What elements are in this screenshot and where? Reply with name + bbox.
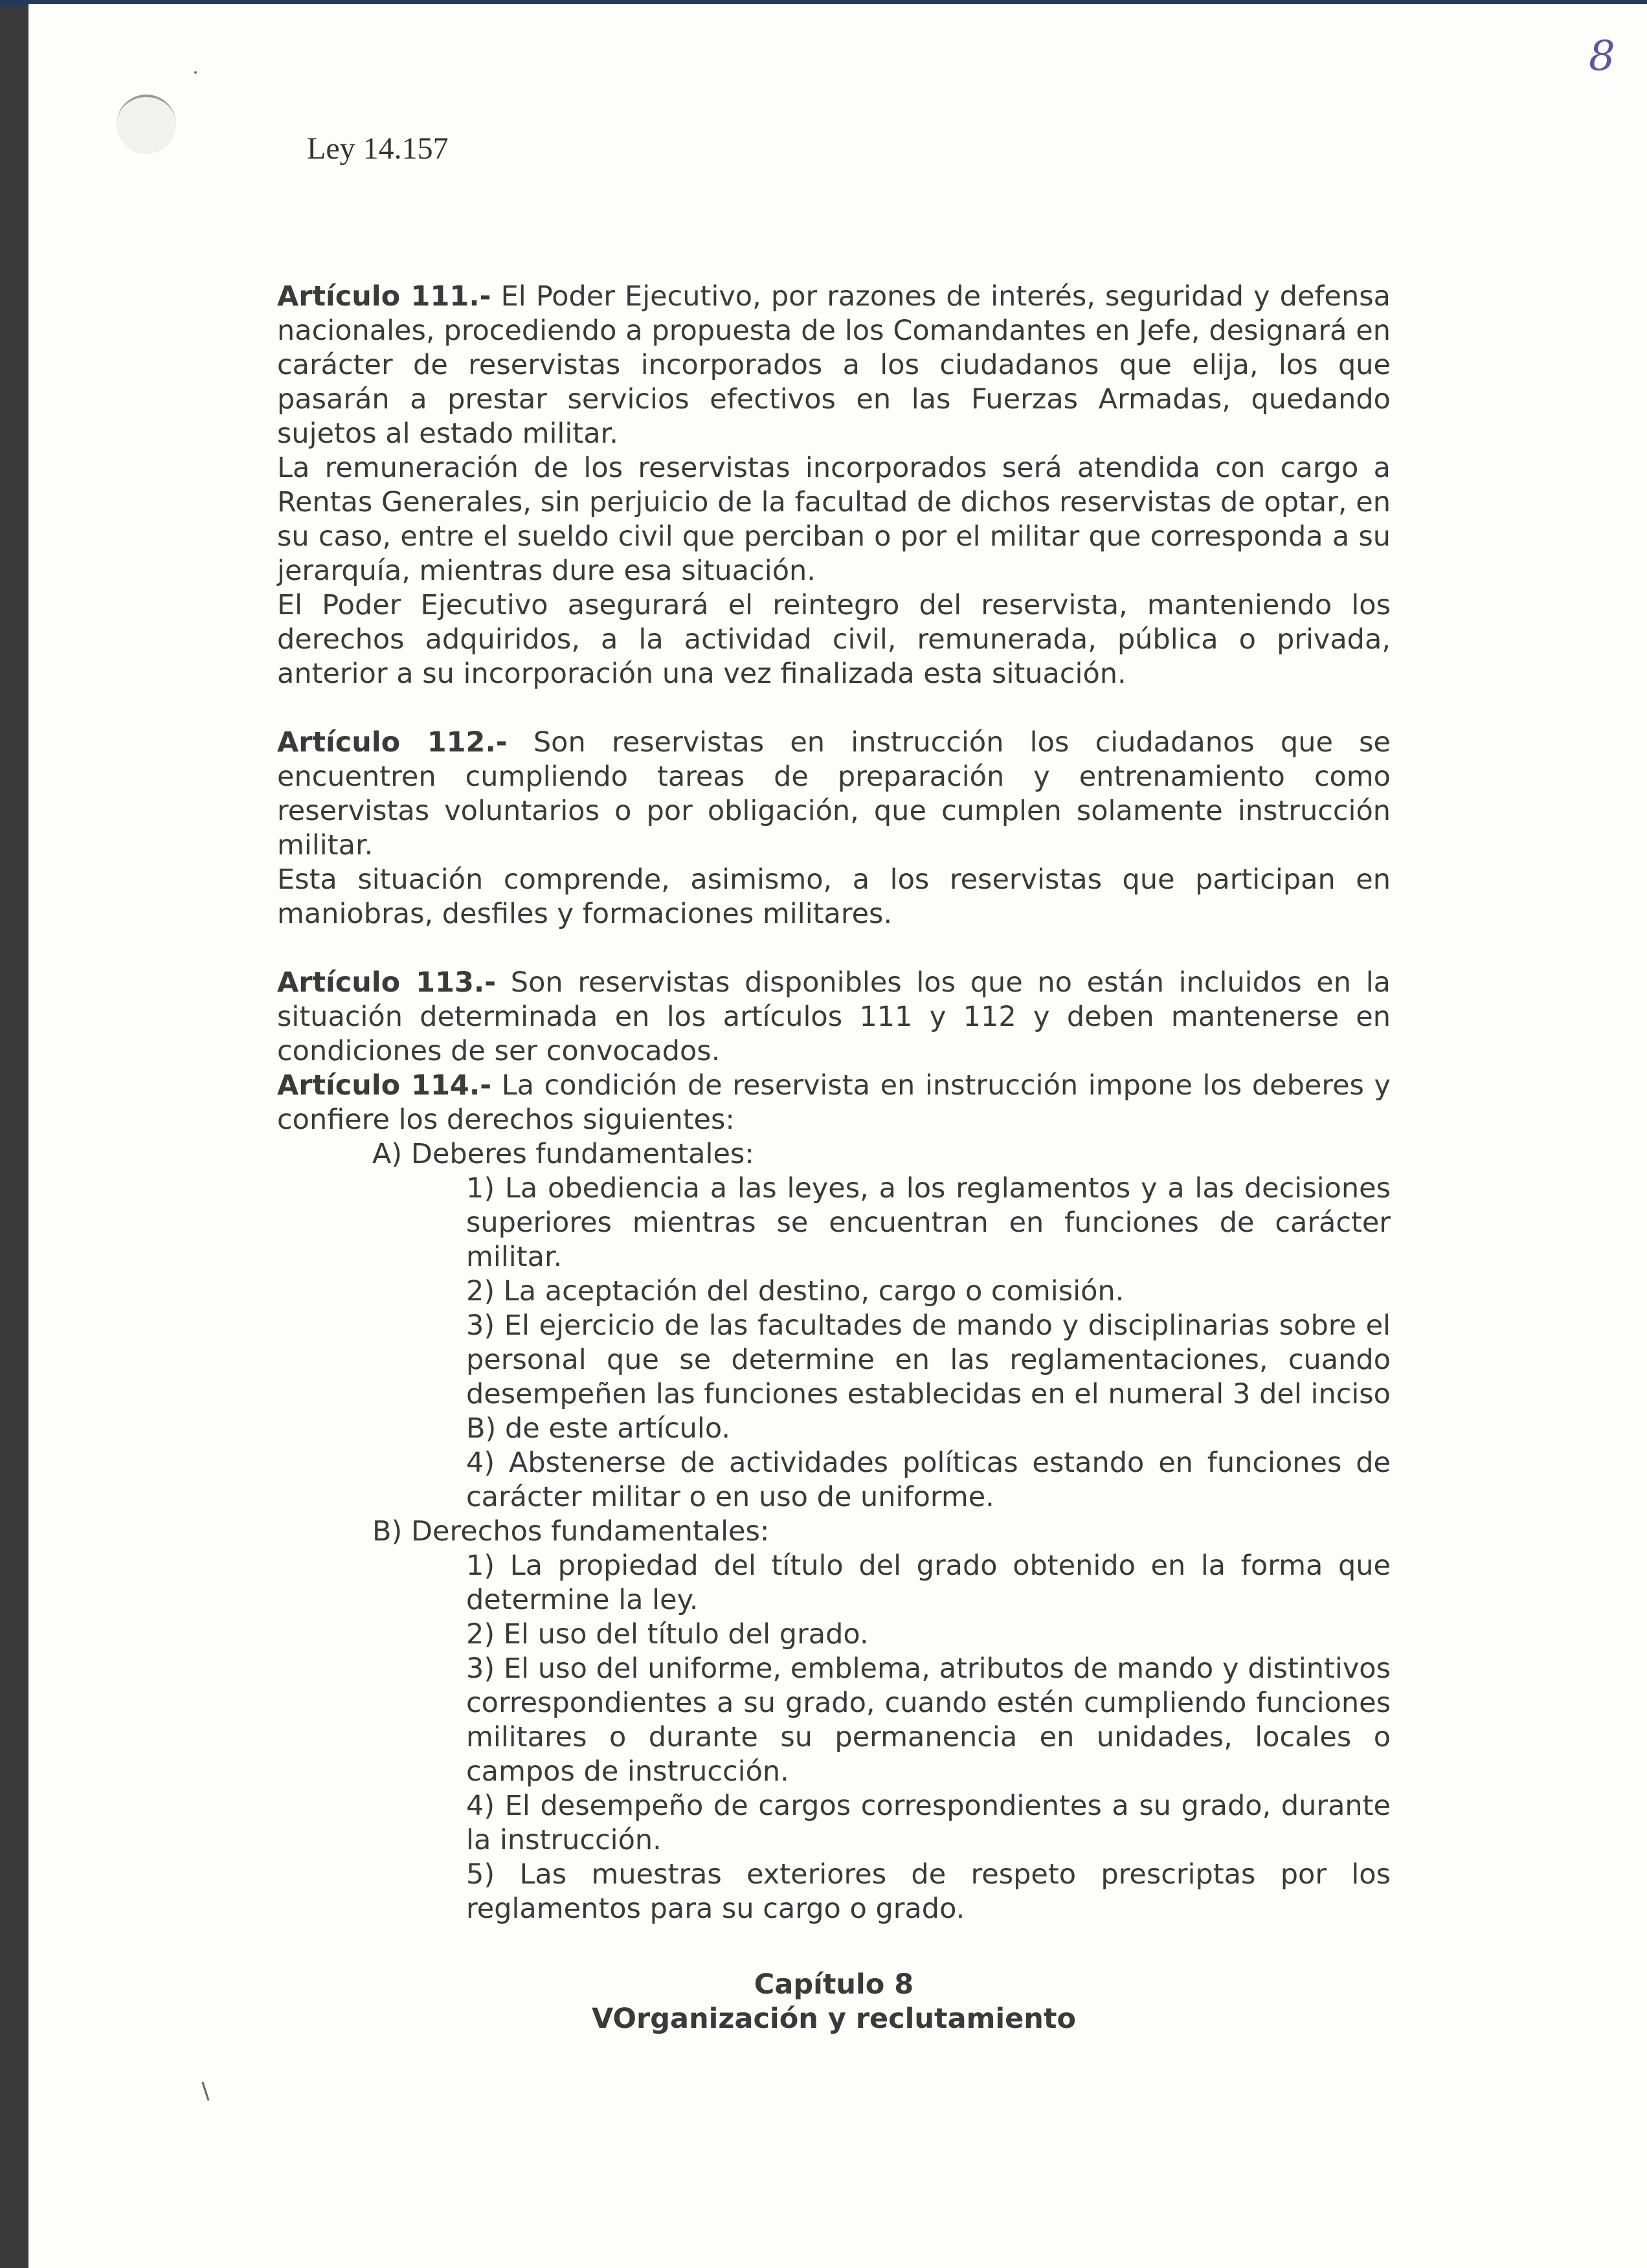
article-paragraph: [277, 1069, 1391, 1137]
rights-heading: B) Derechos fundamentales:: [372, 1515, 770, 1548]
article-paragraph: El Poder Ejecutivo asegurará el reintegro del reservista, manteniendo los derechos adquiridos, a la actividad civil, remunerada, pública o privada, anterior a su incorporación una vez finalizada esta situación.: [277, 589, 1391, 690]
article-label: Artículo 111.-: [277, 280, 491, 313]
scan-speck: [194, 71, 197, 74]
chapter-heading: [277, 1968, 1391, 2036]
law-header: Ley 14.157: [307, 131, 449, 166]
article-paragraph: La remuneración de los reservistas incorporados será atendida con cargo a Rentas Generales, sin perjuicio de la facultad de dichos reservistas de optar, en su caso, entre el sueldo civil que perciban o por el militar que corresponda a su jerarquía, mientras dure esa situación.: [277, 452, 1391, 587]
list-item: 4) El desempeño de cargos correspondientes a su grado, durante la instrucción.: [466, 1790, 1391, 1856]
article-113: [277, 966, 1391, 1069]
chapter-title: VOrganización y reclutamiento: [591, 2003, 1077, 2035]
list-item: 1) La propiedad del título del grado obtenido en la forma que determine la ley.: [466, 1550, 1391, 1616]
article-label: Artículo 114.-: [277, 1069, 492, 1102]
article-paragraph: [277, 726, 1391, 863]
document-body: [277, 280, 1391, 1926]
article-label: Artículo 113.-: [277, 966, 497, 999]
list-item: 3) El ejercicio de las facultades de mando y disciplinarias sobre el personal que se determine en las reglamentaciones, cuando desempeñen las funciones establecidas en el numeral 3 del inciso B) de este artículo.: [466, 1309, 1391, 1445]
article-text: El Poder Ejecutivo, por razones de interés, seguridad y defensa nacionales, procediendo a propuesta de los Comandantes en Jefe, designará en carácter de reservistas incorporados a los ciudadanos que elija, los que pasarán a prestar servicios efectivos en las Fuerzas Armadas, quedando sujetos al estado militar.: [277, 280, 1391, 450]
list-item: 1) La obediencia a las leyes, a los reglamentos y a las decisiones superiores mientras se encuentran en funciones de carácter militar.: [466, 1172, 1391, 1273]
article-text: La condición de reservista en instrucción impone los deberes y confiere los derechos siguientes:: [277, 1069, 1391, 1136]
article-label: Artículo 112.-: [277, 726, 508, 759]
duties-heading: A) Deberes fundamentales:: [372, 1138, 754, 1170]
article-paragraph: [277, 280, 1391, 451]
handwritten-page-number: 8: [1589, 32, 1615, 80]
article-111: [277, 280, 1391, 691]
article-114: [277, 1069, 1391, 1926]
list-item: 3) El uso del uniforme, emblema, atributos de mando y distintivos correspondientes a su grado, cuando estén cumpliendo funciones militares o durante su permanencia en unidades, locales o campos de instrucción.: [466, 1652, 1391, 1788]
article-text: Son reservistas disponibles los que no están incluidos en la situación determinada en los artículos 111 y 112 y deben mantenerse en condiciones de ser convocados.: [277, 966, 1391, 1067]
margin-mark: [201, 2082, 209, 2100]
scan-border-left: [0, 0, 28, 2268]
article-paragraph: Esta situación comprende, asimismo, a los reservistas que participan en maniobras, desfiles y formaciones militares.: [277, 863, 1391, 930]
article-112: [277, 726, 1391, 931]
punch-hole: [117, 94, 176, 154]
list-item: 4) Abstenerse de actividades políticas estando en funciones de carácter militar o en uso de uniforme.: [466, 1447, 1391, 1513]
list-item: 5) Las muestras exteriores de respeto prescriptas por los reglamentos para su cargo o grado.: [466, 1858, 1391, 1925]
article-paragraph: [277, 966, 1391, 1069]
list-item: 2) El uso del título del grado.: [466, 1618, 869, 1651]
chapter-number: Capítulo 8: [754, 1968, 914, 2001]
list-item: 2) La aceptación del destino, cargo o comisión.: [466, 1275, 1125, 1307]
article-text: Son reservistas en instrucción los ciudadanos que se encuentren cumpliendo tareas de preparación y entrenamiento como reservistas voluntarios o por obligación, que cumplen solamente instrucción militar.: [277, 726, 1391, 862]
